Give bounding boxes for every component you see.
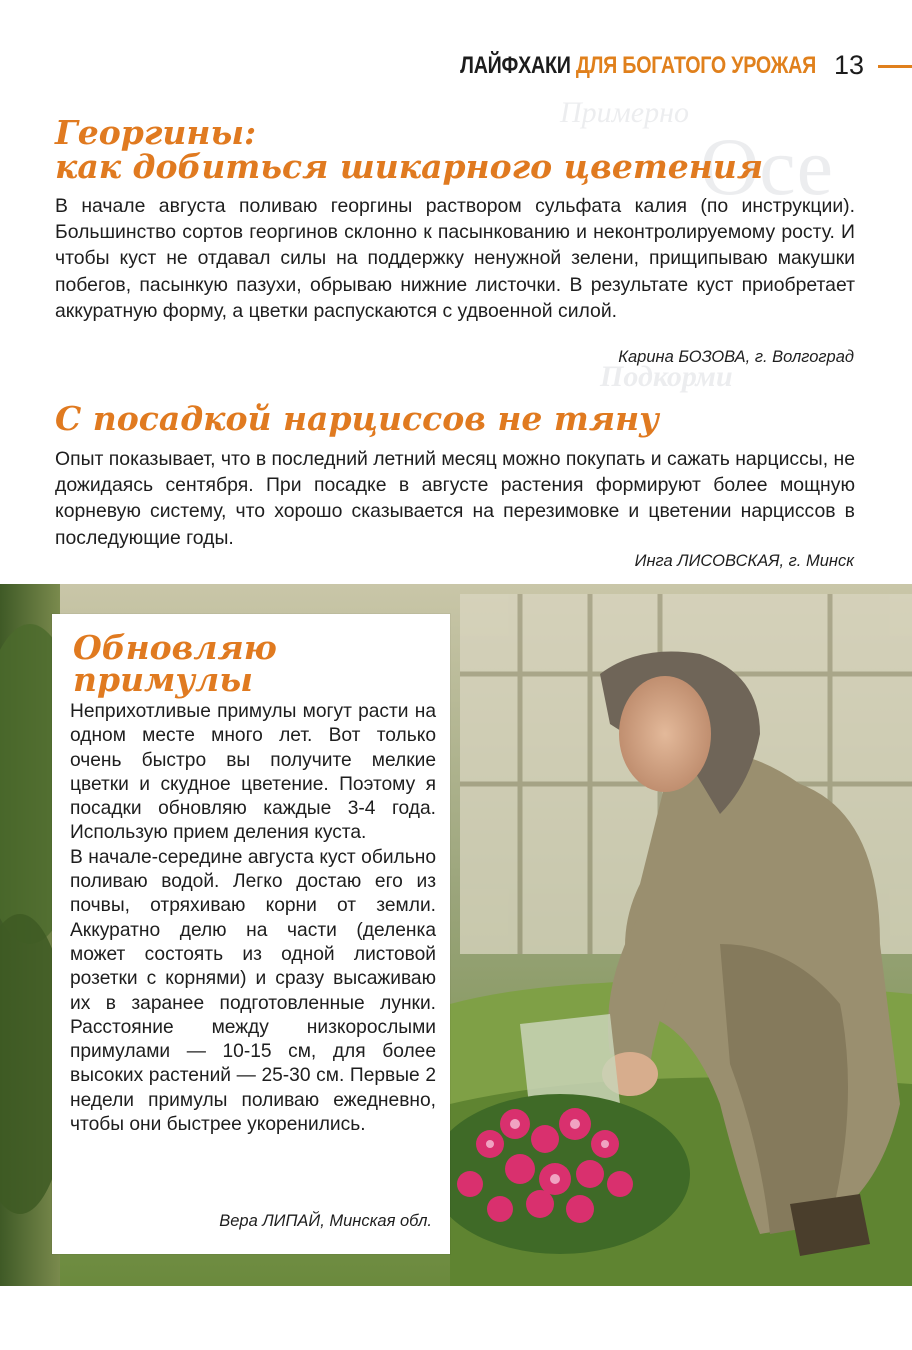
article-body: В начале августа поливаю георгины раствором сульфата калия (по инструкции). Большинство сортов георгинов склонно к пасынкованию и неконтролируемому росту. И чтобы куст не отдавал силы на поддержку ненужной зелени, прищипываю макушки побегов, пасынкую пазухи, обрываю нижние листочки. В результате куст приобретает аккуратную форму, а цветки распускаются с удвоенной силой. <box>55 195 855 322</box>
article-author: Карина БОЗОВА, г. Волгоград <box>618 348 854 366</box>
article-title <box>55 399 659 438</box>
header-rule <box>878 65 912 68</box>
bleed-through-word: Подкорми <box>600 360 733 393</box>
section-title <box>460 52 816 80</box>
article-title <box>73 628 277 699</box>
article-body: Опыт показывает, что в последний летний месяц можно покупать и сажать нарциссы, не дожидаясь сентября. При посадке в августе растения формируют более мощную корневую систему, что хорошо сказывается на перезимовке и цветении нарциссов в последующие годы. <box>55 448 856 549</box>
bleed-through-word: Примерно <box>560 96 690 129</box>
article-author: Вера ЛИПАЙ, Минская обл. <box>219 1212 432 1230</box>
primula-article-panel <box>52 614 450 1254</box>
running-header <box>0 50 912 86</box>
article-title-line: примулы <box>73 660 253 699</box>
article-title-line: Георгины: <box>55 113 257 152</box>
article-body <box>70 700 436 1137</box>
article-title-line: как добиться шикарного цветения <box>55 147 764 186</box>
article-title-line: Обновляю <box>73 628 277 667</box>
primula-flowers <box>430 1094 690 1254</box>
section-title-accent: ДЛЯ БОГАТОГО УРОЖАЯ <box>575 52 816 79</box>
section-title-dark: ЛАЙФХАКИ <box>460 52 571 79</box>
article-paragraph: В начале-середине августа куст обильно поливаю водой. Легко достаю его из почвы, отряхиваю корни от земли. Аккуратно делю на части (деленка может состоять из одной листовой розетки с корнями) и сразу высаживаю их в заранее подготовленные лунки. Расстояние между низкорослыми примулами — 10-15 см, для более высоких растений — 25-30 см. Первые 2 недели примулы поливаю ежедневно, чтобы они быстрее укоренились. <box>70 846 436 1136</box>
article-author: Инга ЛИСОВСКАЯ, г. Минск <box>634 552 854 570</box>
article-paragraph: Неприхотливые примулы могут расти на одном месте много лет. Вот только очень быстро вы получите мелкие цветки и скудное цветение. Поэтому я посадки обновляю каждые 3-4 года. Использую прием деления куста. <box>70 701 436 844</box>
bleed-through-word: Осе <box>700 121 834 212</box>
article-title-line: С посадкой нарциссов не тяну <box>55 399 659 438</box>
page-number: 13 <box>833 50 864 80</box>
garden-photo <box>0 584 912 1286</box>
article-title <box>55 113 764 186</box>
